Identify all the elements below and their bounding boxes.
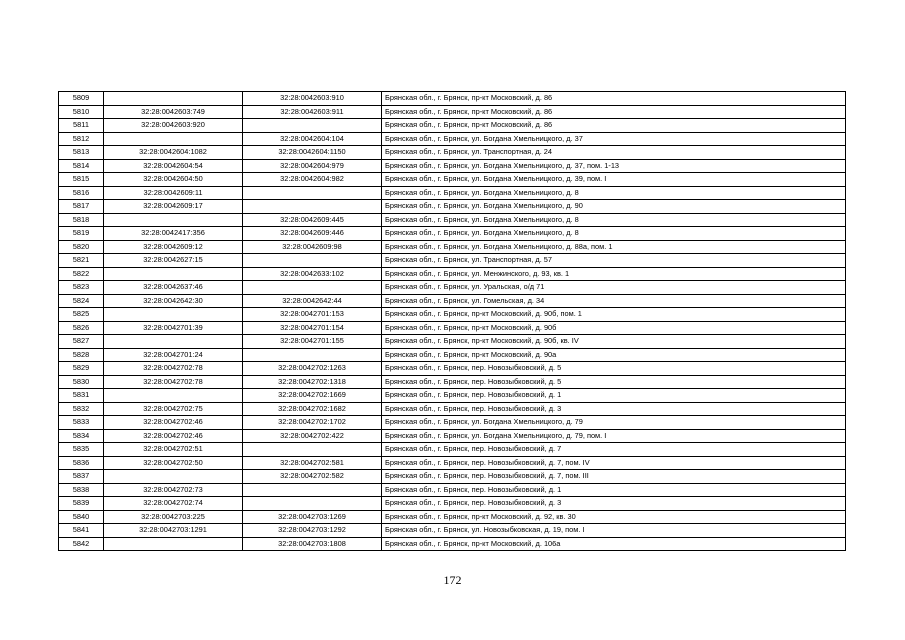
cadastral-number-land-cell: 32:28:0042701:39 <box>104 321 243 335</box>
table-row <box>59 402 846 416</box>
row-number-cell: 5840 <box>59 510 104 524</box>
cadastral-number-building-cell <box>243 497 382 511</box>
cadastral-number-land-cell <box>104 267 243 281</box>
row-number-cell: 5822 <box>59 267 104 281</box>
cadastral-number-land-cell: 32:28:0042637:46 <box>104 281 243 295</box>
address-cell: Брянская обл., г. Брянск, пр-кт Московский, д. 90б <box>382 321 846 335</box>
row-number-cell: 5815 <box>59 173 104 187</box>
cadastral-number-building-cell: 32:28:0042702:582 <box>243 470 382 484</box>
cadastral-number-building-cell: 32:28:0042702:1318 <box>243 375 382 389</box>
cadastral-number-building-cell: 32:28:0042702:422 <box>243 429 382 443</box>
address-cell: Брянская обл., г. Брянск, ул. Транспортная, д. 57 <box>382 254 846 268</box>
address-cell: Брянская обл., г. Брянск, пр-кт Московский, д. 90а <box>382 348 846 362</box>
cadastral-number-building-cell: 32:28:0042701:155 <box>243 335 382 349</box>
table-row <box>59 389 846 403</box>
cadastral-number-land-cell: 32:28:0042702:73 <box>104 483 243 497</box>
table-row <box>59 227 846 241</box>
cadastral-number-building-cell: 32:28:0042609:98 <box>243 240 382 254</box>
table-row <box>59 510 846 524</box>
cadastral-number-building-cell: 32:28:0042642:44 <box>243 294 382 308</box>
address-cell: Брянская обл., г. Брянск, ул. Транспортная, д. 24 <box>382 146 846 160</box>
table-row <box>59 537 846 551</box>
cadastral-number-land-cell: 32:28:0042609:17 <box>104 200 243 214</box>
row-number-cell: 5825 <box>59 308 104 322</box>
row-number-cell: 5826 <box>59 321 104 335</box>
cadastral-number-land-cell: 32:28:0042702:50 <box>104 456 243 470</box>
address-cell: Брянская обл., г. Брянск, ул. Богдана Хмельницкого, д. 39, пом. I <box>382 173 846 187</box>
address-cell: Брянская обл., г. Брянск, пр-кт Московский, д. 86 <box>382 92 846 106</box>
cadastral-number-building-cell: 32:28:0042633:102 <box>243 267 382 281</box>
cadastral-number-land-cell <box>104 335 243 349</box>
address-cell: Брянская обл., г. Брянск, пер. Новозыбковский, д. 5 <box>382 362 846 376</box>
table-row <box>59 200 846 214</box>
cadastral-number-land-cell: 32:28:0042642:30 <box>104 294 243 308</box>
address-cell: Брянская обл., г. Брянск, ул. Менжинского, д. 93, кв. 1 <box>382 267 846 281</box>
row-number-cell: 5828 <box>59 348 104 362</box>
cadastral-number-land-cell <box>104 132 243 146</box>
cadastral-number-land-cell <box>104 470 243 484</box>
table-body <box>59 92 846 551</box>
row-number-cell: 5821 <box>59 254 104 268</box>
row-number-cell: 5832 <box>59 402 104 416</box>
cadastral-number-building-cell <box>243 119 382 133</box>
cadastral-number-building-cell <box>243 483 382 497</box>
cadastral-number-building-cell: 32:28:0042702:581 <box>243 456 382 470</box>
cadastral-number-building-cell: 32:28:0042604:979 <box>243 159 382 173</box>
row-number-cell: 5810 <box>59 105 104 119</box>
address-cell: Брянская обл., г. Брянск, пер. Новозыбковский, д. 7 <box>382 443 846 457</box>
row-number-cell: 5831 <box>59 389 104 403</box>
row-number-cell: 5812 <box>59 132 104 146</box>
cadastral-number-land-cell: 32:28:0042702:74 <box>104 497 243 511</box>
cadastral-number-building-cell: 32:28:0042703:1808 <box>243 537 382 551</box>
row-number-cell: 5823 <box>59 281 104 295</box>
row-number-cell: 5834 <box>59 429 104 443</box>
cadastral-number-land-cell <box>104 389 243 403</box>
table-row <box>59 186 846 200</box>
table-row <box>59 240 846 254</box>
row-number-cell: 5829 <box>59 362 104 376</box>
cadastral-number-land-cell: 32:28:0042702:78 <box>104 375 243 389</box>
cadastral-number-land-cell: 32:28:0042604:50 <box>104 173 243 187</box>
address-cell: Брянская обл., г. Брянск, ул. Богдана Хмельницкого, д. 8 <box>382 227 846 241</box>
cadastral-number-building-cell: 32:28:0042609:445 <box>243 213 382 227</box>
cadastral-number-building-cell: 32:28:0042701:153 <box>243 308 382 322</box>
cadastral-number-land-cell: 32:28:0042702:78 <box>104 362 243 376</box>
cadastral-number-land-cell: 32:28:0042702:75 <box>104 402 243 416</box>
row-number-cell: 5830 <box>59 375 104 389</box>
cadastral-number-building-cell: 32:28:0042603:910 <box>243 92 382 106</box>
table-row <box>59 483 846 497</box>
cadastral-number-land-cell: 32:28:0042604:1082 <box>104 146 243 160</box>
cadastral-number-building-cell <box>243 254 382 268</box>
cadastral-number-building-cell: 32:28:0042703:1292 <box>243 524 382 538</box>
cadastral-number-building-cell: 32:28:0042702:1669 <box>243 389 382 403</box>
cadastral-number-land-cell: 32:28:0042609:12 <box>104 240 243 254</box>
table-row <box>59 429 846 443</box>
cadastral-number-land-cell: 32:28:0042702:46 <box>104 429 243 443</box>
cadastral-number-building-cell <box>243 200 382 214</box>
table-row <box>59 213 846 227</box>
table-row <box>59 348 846 362</box>
cadastral-number-land-cell: 32:28:0042603:749 <box>104 105 243 119</box>
table-row <box>59 105 846 119</box>
row-number-cell: 5816 <box>59 186 104 200</box>
cadastral-number-building-cell: 32:28:0042604:982 <box>243 173 382 187</box>
row-number-cell: 5818 <box>59 213 104 227</box>
document-page <box>58 91 845 551</box>
cadastral-number-building-cell: 32:28:0042609:446 <box>243 227 382 241</box>
address-cell: Брянская обл., г. Брянск, пр-кт Московский, д. 90б, пом. 1 <box>382 308 846 322</box>
table-row <box>59 497 846 511</box>
cadastral-number-land-cell: 32:28:0042702:51 <box>104 443 243 457</box>
address-cell: Брянская обл., г. Брянск, пер. Новозыбковский, д. 3 <box>382 497 846 511</box>
table-row <box>59 524 846 538</box>
address-cell: Брянская обл., г. Брянск, пер. Новозыбковский, д. 7, пом. IV <box>382 456 846 470</box>
row-number-cell: 5824 <box>59 294 104 308</box>
address-cell: Брянская обл., г. Брянск, ул. Новозыбковская, д. 19, пом. I <box>382 524 846 538</box>
cadastral-number-land-cell: 32:28:0042703:1291 <box>104 524 243 538</box>
cadastral-number-land-cell <box>104 308 243 322</box>
cadastral-number-building-cell: 32:28:0042604:1150 <box>243 146 382 160</box>
cadastral-number-land-cell <box>104 92 243 106</box>
page-number: 172 <box>443 573 462 587</box>
address-cell: Брянская обл., г. Брянск, пр-кт Московский, д. 106а <box>382 537 846 551</box>
address-cell: Брянская обл., г. Брянск, пр-кт Московский, д. 92, кв. 30 <box>382 510 846 524</box>
row-number-cell: 5809 <box>59 92 104 106</box>
cadastral-number-building-cell: 32:28:0042702:1263 <box>243 362 382 376</box>
table-row <box>59 416 846 430</box>
table-row <box>59 254 846 268</box>
address-cell: Брянская обл., г. Брянск, пер. Новозыбковский, д. 3 <box>382 402 846 416</box>
cadastral-number-land-cell: 32:28:0042603:920 <box>104 119 243 133</box>
cadastral-number-land-cell: 32:28:0042701:24 <box>104 348 243 362</box>
address-cell: Брянская обл., г. Брянск, ул. Богдана Хмельницкого, д. 79 <box>382 416 846 430</box>
address-cell: Брянская обл., г. Брянск, ул. Богдана Хмельницкого, д. 90 <box>382 200 846 214</box>
table-row <box>59 335 846 349</box>
table-row <box>59 375 846 389</box>
row-number-cell: 5837 <box>59 470 104 484</box>
cadastral-number-land-cell: 32:28:0042627:15 <box>104 254 243 268</box>
table-row <box>59 470 846 484</box>
address-cell: Брянская обл., г. Брянск, пр-кт Московский, д. 86 <box>382 105 846 119</box>
row-number-cell: 5811 <box>59 119 104 133</box>
cadastral-number-building-cell: 32:28:0042703:1269 <box>243 510 382 524</box>
row-number-cell: 5814 <box>59 159 104 173</box>
cadastral-number-building-cell <box>243 186 382 200</box>
table-row <box>59 294 846 308</box>
address-cell: Брянская обл., г. Брянск, пер. Новозыбковский, д. 1 <box>382 389 846 403</box>
cadastral-number-land-cell <box>104 213 243 227</box>
address-cell: Брянская обл., г. Брянск, пр-кт Московский, д. 90б, кв. IV <box>382 335 846 349</box>
address-cell: Брянская обл., г. Брянск, ул. Богдана Хмельницкого, д. 8 <box>382 213 846 227</box>
address-cell: Брянская обл., г. Брянск, ул. Богдана Хмельницкого, д. 37, пом. 1-13 <box>382 159 846 173</box>
cadastral-number-building-cell <box>243 348 382 362</box>
row-number-cell: 5819 <box>59 227 104 241</box>
table-row <box>59 362 846 376</box>
table-row <box>59 119 846 133</box>
row-number-cell: 5836 <box>59 456 104 470</box>
cadastral-number-building-cell: 32:28:0042701:154 <box>243 321 382 335</box>
address-cell: Брянская обл., г. Брянск, ул. Богдана Хмельницкого, д. 37 <box>382 132 846 146</box>
address-cell: Брянская обл., г. Брянск, ул. Богдана Хмельницкого, д. 8 <box>382 186 846 200</box>
row-number-cell: 5838 <box>59 483 104 497</box>
table-row <box>59 308 846 322</box>
address-cell: Брянская обл., г. Брянск, пер. Новозыбковский, д. 5 <box>382 375 846 389</box>
address-cell: Брянская обл., г. Брянск, пер. Новозыбковский, д. 7, пом. III <box>382 470 846 484</box>
address-cell: Брянская обл., г. Брянск, пр-кт Московский, д. 86 <box>382 119 846 133</box>
row-number-cell: 5820 <box>59 240 104 254</box>
row-number-cell: 5833 <box>59 416 104 430</box>
address-cell: Брянская обл., г. Брянск, ул. Уральская, о/д 71 <box>382 281 846 295</box>
cadastral-number-land-cell: 32:28:0042703:225 <box>104 510 243 524</box>
address-cell: Брянская обл., г. Брянск, ул. Богдана Хмельницкого, д. 88а, пом. 1 <box>382 240 846 254</box>
row-number-cell: 5839 <box>59 497 104 511</box>
row-number-cell: 5827 <box>59 335 104 349</box>
table-row <box>59 267 846 281</box>
table-row <box>59 281 846 295</box>
table-row <box>59 92 846 106</box>
table-row <box>59 159 846 173</box>
table-row <box>59 456 846 470</box>
cadastral-number-land-cell: 32:28:0042702:46 <box>104 416 243 430</box>
property-table <box>58 91 846 551</box>
cadastral-number-building-cell <box>243 443 382 457</box>
table-row <box>59 443 846 457</box>
cadastral-number-building-cell: 32:28:0042702:1682 <box>243 402 382 416</box>
table-row <box>59 132 846 146</box>
row-number-cell: 5817 <box>59 200 104 214</box>
cadastral-number-land-cell: 32:28:0042604:54 <box>104 159 243 173</box>
table-row <box>59 173 846 187</box>
row-number-cell: 5813 <box>59 146 104 160</box>
cadastral-number-building-cell: 32:28:0042603:911 <box>243 105 382 119</box>
cadastral-number-building-cell <box>243 281 382 295</box>
table-row <box>59 146 846 160</box>
cadastral-number-building-cell: 32:28:0042604:104 <box>243 132 382 146</box>
cadastral-number-building-cell: 32:28:0042702:1702 <box>243 416 382 430</box>
address-cell: Брянская обл., г. Брянск, ул. Гомельская, д. 34 <box>382 294 846 308</box>
cadastral-number-land-cell: 32:28:0042417:356 <box>104 227 243 241</box>
row-number-cell: 5835 <box>59 443 104 457</box>
cadastral-number-land-cell <box>104 537 243 551</box>
address-cell: Брянская обл., г. Брянск, ул. Богдана Хмельницкого, д. 79, пом. I <box>382 429 846 443</box>
table-row <box>59 321 846 335</box>
row-number-cell: 5842 <box>59 537 104 551</box>
row-number-cell: 5841 <box>59 524 104 538</box>
cadastral-number-land-cell: 32:28:0042609:11 <box>104 186 243 200</box>
address-cell: Брянская обл., г. Брянск, пер. Новозыбковский, д. 1 <box>382 483 846 497</box>
